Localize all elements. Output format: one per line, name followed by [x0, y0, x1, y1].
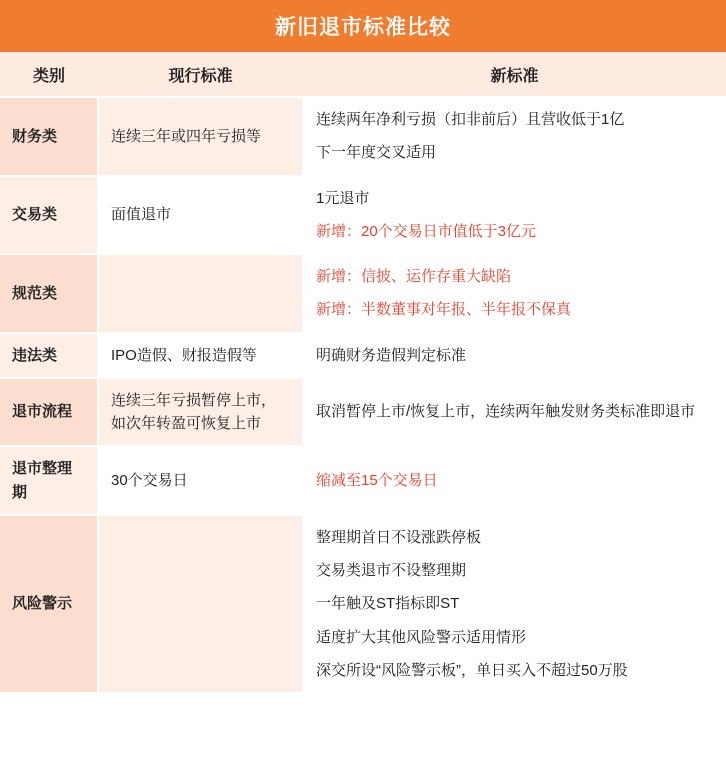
- new-standard-line: 深交所设“风险警示板”，单日买入不超过50万股: [316, 661, 628, 679]
- row-current-standard: [98, 176, 303, 255]
- table-row: [0, 176, 726, 255]
- row-category: 退市整理期: [0, 446, 98, 515]
- row-category: 财务类: [0, 97, 98, 176]
- row-current-standard: [98, 254, 303, 333]
- new-standard-line-highlighted: 新增：半数董事对年报、半年报不保真: [316, 301, 572, 319]
- row-category: 违法类: [0, 333, 98, 378]
- table-row: [0, 333, 726, 378]
- row-current-standard: [98, 515, 303, 693]
- column-header-category: 类别: [0, 52, 98, 97]
- row-category: 规范类: [0, 254, 98, 333]
- row-category: 风险警示: [0, 515, 98, 693]
- table-row: [0, 254, 726, 333]
- new-standard-line: 整理期首日不设涨跌停板: [316, 528, 482, 546]
- row-current-standard: [98, 378, 303, 447]
- row-new-standard: [303, 97, 726, 176]
- row-category: 交易类: [0, 176, 98, 255]
- column-header-current-standard: 现行标准: [98, 52, 303, 97]
- row-new-standard: [303, 378, 726, 447]
- current-standard-line: 连续三年亏损暂停上市，如次年转盈可恢复上市: [111, 391, 277, 432]
- new-standard-line: 适度扩大其他风险警示适用情形: [316, 628, 527, 646]
- new-standard-line: 取消暂停上市/恢复上市，连续两年触发财务类标准即退市: [316, 403, 696, 421]
- new-standard-line: 1元退市: [316, 189, 370, 207]
- current-standard-line: 面值退市: [111, 206, 172, 224]
- table-row: [0, 515, 726, 693]
- current-standard-line: IPO造假、财报造假等: [111, 346, 257, 364]
- page-title: 新旧退市标准比较: [0, 0, 726, 52]
- row-new-standard: [303, 254, 726, 333]
- current-standard-line: 30个交易日: [111, 471, 188, 489]
- new-standard-line: 明确财务造假判定标准: [316, 346, 467, 364]
- row-new-standard: [303, 176, 726, 255]
- row-current-standard: [98, 333, 303, 378]
- table-header-row: [0, 52, 726, 97]
- table-header: [0, 52, 726, 97]
- new-standard-line: 交易类退市不设整理期: [316, 562, 467, 579]
- new-standard-line-highlighted: 缩减至15个交易日: [316, 471, 438, 489]
- table-row: [0, 378, 726, 447]
- current-standard-line: 连续三年或四年亏损等: [111, 127, 262, 145]
- new-standard-line-highlighted: 新增：信披、运作存重大缺陷: [316, 268, 512, 285]
- row-new-standard: [303, 446, 726, 515]
- row-current-standard: [98, 446, 303, 515]
- comparison-table: [0, 52, 726, 694]
- row-category: 退市流程: [0, 378, 98, 447]
- new-standard-line: 下一年度交叉适用: [316, 144, 437, 162]
- row-current-standard: [98, 97, 303, 176]
- table-row: [0, 97, 726, 176]
- table-body: [0, 97, 726, 693]
- new-standard-line: 连续两年净利亏损（扣非前后）且营收低于1亿: [316, 111, 625, 128]
- row-new-standard: [303, 333, 726, 378]
- column-header-new-standard: 新标准: [303, 52, 726, 97]
- row-new-standard: [303, 515, 726, 693]
- new-standard-line-highlighted: 新增：20个交易日市值低于3亿元: [316, 222, 537, 240]
- table-row: [0, 446, 726, 515]
- new-standard-line: 一年触及ST指标即ST: [316, 595, 460, 613]
